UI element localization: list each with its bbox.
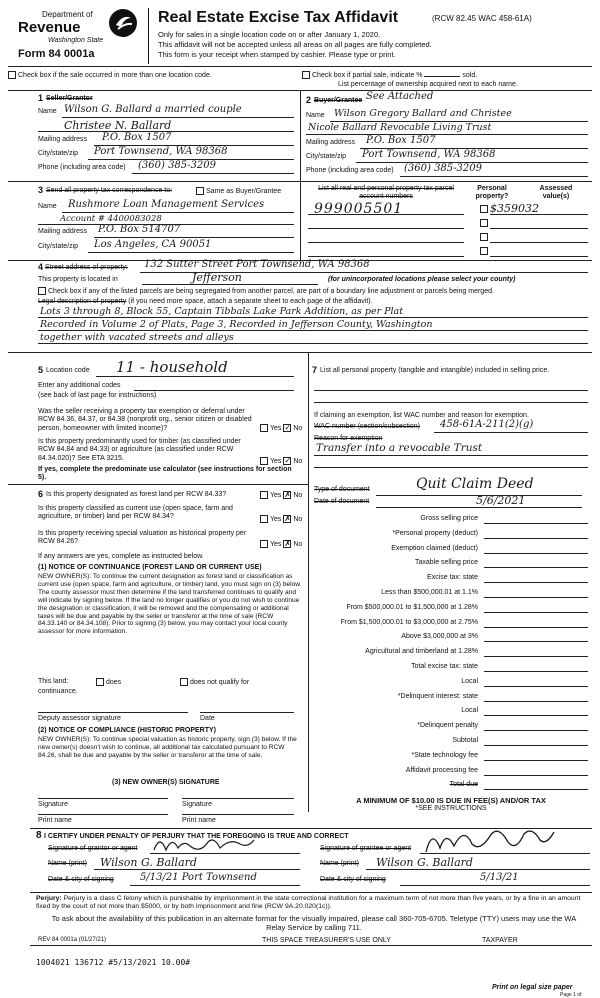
personal-property-note: List all personal property (tangible and intangible) included in selling price. xyxy=(320,367,550,374)
revision-label: REV 84 0001a (01/27/21) xyxy=(38,937,107,943)
ownership-note: List percentage of ownership acquired next to each name. xyxy=(338,81,518,88)
fee-row-label: Taxable selling price xyxy=(414,559,478,567)
fee-row-label: Less than $500,000.01 at 1.1% xyxy=(381,588,478,596)
notice1-body: NEW OWNER(S): To continue the current designation as forest land or classification as current use (open space, farm and agriculture, or timber) land, you must sign on (3) below. The county assessor must then determine if the land transferred continues to qualify and will indicate by signing below. If the land no longer qualifies or you do not wish to continue the designation or classification, it will be removed and the compensating or additional taxes will be due and payable by the seller or transferor at the time of sale (RCW 84.33.140 or 84.34.108). Prior to signing (3) below, you may contact your local county assessor for more information. xyxy=(38,573,302,636)
new-owner-print-1: Print name xyxy=(38,817,72,824)
segregated-row xyxy=(38,287,494,296)
certify-text: I CERTIFY UNDER PENALTY OF PERJURY THAT THE FOREGOING IS TRUE AND CORRECT xyxy=(44,833,349,840)
current-use-no-label: No xyxy=(293,515,303,523)
alternate-format-note: To ask about the availability of this publication in an alternate format for the visually impaired, please call 360-705-6705. Teletype (TTY) users may use the WA Relay Service by calling 711. xyxy=(51,914,577,932)
notice2-body: NEW OWNER(S): To continue special valuation as historic property, sign (3) below. If the new owner(s) doesn't wish to continue, all additional tax calculated pursuant to RCW 84.26, shall be due and payable by the seller or transferor at the time of sale. xyxy=(38,736,297,759)
correspondence-name-2[interactable]: Account # 4400083028 xyxy=(60,214,162,224)
grantee-date-city[interactable]: 5/13/21 xyxy=(480,872,519,883)
correspondence-mailing[interactable]: P.O. Box 514707 xyxy=(98,224,181,235)
land-does-not-checkbox[interactable] xyxy=(180,678,188,686)
fee-row-label: Above $3,000,000 at 3% xyxy=(401,633,478,641)
fee-row xyxy=(314,778,590,793)
buyer-city[interactable]: Port Townsend, WA 98368 xyxy=(362,149,496,160)
if-any-note: If any answers are yes, complete as instructed below. xyxy=(38,553,204,560)
legal-description-3[interactable]: together with vacated streets and alleys xyxy=(40,332,234,343)
wac-number-label: WAC number (section/subsection) xyxy=(314,423,420,430)
segregated-checkbox[interactable] xyxy=(38,287,46,295)
fee-row-value[interactable] xyxy=(484,734,588,746)
county-select[interactable] xyxy=(142,271,318,285)
partial-sale-checkbox[interactable] xyxy=(302,71,310,79)
street-address[interactable]: 132 Sutter Street Port Townsend, WA 98368 xyxy=(144,259,370,270)
fee-row-label: *State technology fee xyxy=(411,751,478,759)
fee-row-label: *Delinquent interest: state xyxy=(397,692,478,700)
document-date[interactable]: 5/6/2021 xyxy=(476,494,526,507)
fee-row-label: Excise tax: state xyxy=(427,574,478,582)
exemption-no-label: No xyxy=(293,424,303,432)
fee-row-value[interactable] xyxy=(484,675,588,687)
fee-row-label: Exemption claimed (deduct) xyxy=(391,544,478,552)
grantor-name-label: Name (print) xyxy=(48,860,87,867)
forest-yes-checkbox[interactable] xyxy=(260,491,268,499)
fee-row-value[interactable] xyxy=(484,704,588,716)
section4-number: 4 xyxy=(38,262,44,272)
buyer-heading-note: See Attached xyxy=(366,91,434,102)
forest-question: Is this property designated as forest land per RCW 84.33? xyxy=(46,491,227,498)
correspondence-city-label: City/state/zip xyxy=(38,243,79,250)
cashier-stamp: 1004021 136712 #5/13/2021 10.00# xyxy=(36,958,191,967)
current-use-yes-label: Yes xyxy=(270,515,282,523)
historic-no-label: No xyxy=(293,540,303,548)
same-as-buyer-label: Same as Buyer/Grantee xyxy=(206,187,282,195)
deputy-signature-label: Deputy assessor signature xyxy=(38,715,121,722)
notice1-title: (1) NOTICE OF CONTINUANCE (FOREST LAND OR CURRENT USE) xyxy=(38,564,262,571)
personal-property-checkbox-4[interactable] xyxy=(480,247,488,255)
perjury-text: Perjury is a class C felony which is punishable by imprisonment in the state correctional institution for a maximum term of not more than five years, or by a fine in an amount fixed by the court of not more than $5000, or by both imprisonment and fine (RCW 9A.20.020(1c)). xyxy=(36,895,581,911)
unincorporated-note: (for unincorporated locations please select your county) xyxy=(328,276,516,283)
minimum-due-note: A MINIMUM OF $10.00 IS DUE IN FEE(S) AND/OR TAX xyxy=(356,796,546,805)
grantor-date-label: Date & city of signing xyxy=(48,876,114,883)
section6-number: 6 xyxy=(38,489,44,499)
treasurer-use-label: THIS SPACE TREASURER'S USE ONLY xyxy=(262,937,391,944)
location-code[interactable]: 11 - household xyxy=(116,358,228,376)
personal-property-checkbox-2[interactable] xyxy=(480,219,488,227)
fee-row-value[interactable] xyxy=(484,749,588,761)
fee-row xyxy=(314,719,590,734)
legal-description-note: (if you need more space, attach a separate sheet to each page of the affidavit). xyxy=(128,298,373,305)
buyer-phone[interactable]: (360) 385-3209 xyxy=(404,163,482,174)
fee-row-value[interactable] xyxy=(484,630,588,642)
section8-number: 8 xyxy=(36,830,42,841)
if-yes-note: If yes, complete the predominate use calculator (see instructions for section 5). xyxy=(38,466,292,482)
fee-row-label: Total due xyxy=(449,781,478,789)
fee-row-value[interactable] xyxy=(484,512,588,524)
fee-row-label: *Personal property (deduct) xyxy=(392,529,478,537)
grantee-signature[interactable] xyxy=(420,822,560,858)
buyer-city-label: City/state/zip xyxy=(306,153,347,160)
grantor-name[interactable]: Wilson G. Ballard xyxy=(100,856,197,869)
forest-no-checkbox[interactable]: ✗ xyxy=(284,490,292,499)
current-use-no-checkbox[interactable]: ✗ xyxy=(284,514,292,523)
correspondence-name-label: Name xyxy=(38,203,57,210)
located-in-label: This property is located in xyxy=(38,276,118,283)
fee-row xyxy=(314,571,590,586)
seller-city-label: City/state/zip xyxy=(38,150,79,157)
perjury-label: Perjury: xyxy=(36,895,62,902)
fee-row-label: Affidavit processing fee xyxy=(405,766,478,774)
land-does-checkbox[interactable] xyxy=(96,678,104,686)
fee-row xyxy=(314,764,590,779)
fee-row-value[interactable] xyxy=(484,616,588,628)
segregated-label: Check box if any of the listed parcels are being segregated from another parcel, are part of a boundary line adjustment or parcels being merged. xyxy=(48,287,494,295)
correspondence-name-1[interactable]: Rushmore Loan Management Services xyxy=(68,199,265,210)
exemption-reason[interactable]: Transfer into a revocable Trust xyxy=(316,442,483,454)
continuance-label: continuance. xyxy=(38,688,78,695)
fee-row-label: From $500,000.01 to $1,500,000 at 1.28% xyxy=(346,603,478,611)
fee-row-label: Subtotal xyxy=(452,736,478,744)
historic-yes-label: Yes xyxy=(270,540,282,548)
seller-name-2[interactable]: Christee N. Ballard xyxy=(64,119,172,132)
fee-row xyxy=(314,690,590,705)
assessed-value-col: Assessed value(s) xyxy=(539,185,573,201)
page-number: Page 1 of xyxy=(560,992,582,998)
grantor-date-city[interactable]: 5/13/21 Port Townsend xyxy=(140,872,257,883)
fee-row xyxy=(314,645,590,660)
buyer-name-1[interactable]: Wilson Gregory Ballard and Christee xyxy=(334,108,512,119)
fee-row xyxy=(314,660,590,675)
legal-description-2[interactable]: Recorded in Volume 2 of Plats, Page 3, Recorded in Jefferson County, Washington xyxy=(40,319,433,330)
document-type-label: Type of document xyxy=(314,486,370,493)
fee-table xyxy=(314,512,590,793)
taxpayer-label: TAXPAYER xyxy=(482,937,518,944)
buyer-section-number: 2 xyxy=(306,95,312,105)
deputy-date-label: Date xyxy=(200,715,215,722)
legal-description-1[interactable]: Lots 3 through 8, Block 55, Captain Tibbals Lake Park Addition, as per Plat xyxy=(40,306,404,317)
exemption-yes-checkbox[interactable] xyxy=(260,424,268,432)
sold-label: sold. xyxy=(462,71,478,79)
same-as-buyer-row xyxy=(196,187,281,196)
seller-phone-label: Phone (including area code) xyxy=(38,164,126,171)
seller-mailing[interactable]: P.O. Box 1507 xyxy=(102,132,172,143)
fee-row-value[interactable] xyxy=(484,778,588,790)
document-type[interactable]: Quit Claim Deed xyxy=(416,476,534,492)
correspondence-mailing-label: Mailing address xyxy=(38,228,88,235)
state-text: Washington State xyxy=(48,37,104,44)
exemption-question: Was the seller receiving a property tax exemption or deferral under RCW 84.36, 84.37, or 84.38 (nonprofit org., senior citizen or disabled person, homeowner with limited income)? xyxy=(38,408,252,432)
revenue-logo xyxy=(8,6,148,66)
current-use-question: Is this property classified as current use (open space, farm and agriculture, or timber) land per RCW 84.34? xyxy=(38,505,233,521)
personal-property-col: Personal property? xyxy=(475,185,509,201)
buyer-mailing[interactable]: P.O. Box 1507 xyxy=(366,135,436,146)
fee-row xyxy=(314,630,590,645)
legal-description-label: Legal description of property xyxy=(38,298,127,305)
partial-sale-row xyxy=(302,71,477,80)
fee-row-value[interactable] xyxy=(484,601,588,613)
seller-name-label: Name xyxy=(38,108,57,115)
county-value: Jefferson xyxy=(192,271,242,284)
historic-no-checkbox[interactable]: ✗ xyxy=(284,539,292,548)
grantor-signature[interactable] xyxy=(150,832,260,858)
fee-row-value[interactable] xyxy=(484,645,588,657)
grantee-name-label: Name (print) xyxy=(320,860,359,867)
form-number: Form 84 0001a xyxy=(18,48,95,60)
fee-row xyxy=(314,542,590,557)
fee-row-label: Total excise tax: state xyxy=(411,662,478,670)
parcel-number-1[interactable]: 999005501 xyxy=(314,201,404,217)
header-note-2: This affidavit will not be accepted unless all areas on all pages are fully completed. xyxy=(158,40,432,49)
section7-number: 7 xyxy=(312,365,318,375)
forest-yes-label: Yes xyxy=(270,491,282,499)
location-code-label: Location code xyxy=(46,367,90,374)
fee-row-label: Agricultural and timberland at 1.28% xyxy=(365,648,478,656)
buyer-heading: Buyer/Grantee xyxy=(314,97,363,104)
fee-row xyxy=(314,586,590,601)
document-date-label: Date of document xyxy=(314,498,370,505)
multi-location-row xyxy=(8,71,212,80)
fee-row-value[interactable] xyxy=(484,660,588,672)
header-note-3: This form is your receipt when stamped by cashier. Please type or print. xyxy=(158,50,396,59)
new-owner-print-2: Print name xyxy=(182,817,216,824)
fee-row-label: *Delinquent penalty xyxy=(417,722,478,730)
seller-phone[interactable]: (360) 385-3209 xyxy=(138,160,216,171)
correspondence-section-number: 3 xyxy=(38,185,44,195)
seller-section-number: 1 xyxy=(38,93,44,103)
fee-row-value[interactable] xyxy=(484,586,588,598)
street-address-label: Street address of property: xyxy=(45,264,128,271)
grantee-date-label: Date & city of signing xyxy=(320,876,386,883)
seller-city[interactable]: Port Townsend, WA 98368 xyxy=(94,146,228,157)
timber-no-checkbox[interactable]: ✓ xyxy=(284,456,292,465)
buyer-name-label: Name xyxy=(306,112,325,119)
page-title: Real Estate Excise Tax Affidavit xyxy=(158,9,399,26)
section5-number: 5 xyxy=(38,365,44,375)
grantee-signature-label: Signature of grantee or agent xyxy=(320,845,412,852)
seller-mailing-label: Mailing address xyxy=(38,136,88,143)
dept-of-text: Department of xyxy=(42,10,93,19)
see-back-note: (see back of last page for instructions) xyxy=(38,392,157,399)
seller-heading: Seller/Grantor xyxy=(46,95,93,102)
seller-name-1[interactable]: Wilson G. Ballard a married couple xyxy=(64,104,242,115)
buyer-phone-label: Phone (including area code) xyxy=(306,167,394,174)
fee-row-label: Gross selling price xyxy=(420,515,478,522)
buyer-name-2[interactable]: Nicole Ballard Revocable Living Trust xyxy=(308,122,492,133)
forest-no-label: No xyxy=(293,491,303,499)
historic-yes-checkbox[interactable] xyxy=(260,540,268,548)
fee-row xyxy=(314,749,590,764)
multi-location-label: Check box if the sale occurred in more than one location code. xyxy=(18,71,212,79)
revenue-swirl-icon xyxy=(108,8,138,38)
exemption-claim-note: If claiming an exemption, list WAC number and reason for exemption. xyxy=(314,412,529,419)
correspondence-heading: Send all property tax correspondence to: xyxy=(46,187,173,194)
exemption-yes-label: Yes xyxy=(270,424,282,432)
legal-size-note: Print on legal size paper xyxy=(492,984,573,991)
timber-yes-checkbox[interactable] xyxy=(260,457,268,465)
fee-row xyxy=(314,616,590,631)
grantee-name[interactable]: Wilson G. Ballard xyxy=(376,856,473,869)
exemption-no-checkbox[interactable]: ✓ xyxy=(284,423,292,432)
exemption-reason-label: Reason for exemption xyxy=(314,435,383,442)
partial-sale-label: Check box if partial sale, indicate % xyxy=(312,71,423,79)
header-note-1: Only for sales in a single location code on or after January 1, 2020. xyxy=(158,30,381,39)
buyer-mailing-label: Mailing address xyxy=(306,139,356,146)
fee-row-value[interactable] xyxy=(484,527,588,539)
same-as-buyer-checkbox[interactable] xyxy=(196,187,204,195)
wac-number[interactable]: 458-61A-211(2)(g) xyxy=(440,419,534,430)
fee-row-label: Local xyxy=(461,677,478,685)
see-instructions-note: *SEE INSTRUCTIONS xyxy=(415,805,487,812)
fee-row-value[interactable] xyxy=(484,542,588,554)
this-land-label: This land: xyxy=(38,678,69,685)
personal-property-checkbox-1[interactable] xyxy=(480,205,488,213)
new-owner-signature-1: Signature xyxy=(38,801,68,808)
fee-row xyxy=(314,527,590,542)
parcel-heading-text: List all real and personal property tax parcel account numbers xyxy=(318,185,454,201)
timber-yes-label: Yes xyxy=(270,457,282,465)
additional-codes-label: Enter any additional codes xyxy=(38,382,121,389)
fee-row-value[interactable] xyxy=(484,719,588,731)
fee-row-value[interactable] xyxy=(484,764,588,776)
notice2-title: (2) NOTICE OF COMPLIANCE (HISTORIC PROPERTY) xyxy=(38,727,216,734)
revenue-text: Revenue xyxy=(18,19,81,36)
fee-row xyxy=(314,704,590,719)
fee-row-value[interactable] xyxy=(484,690,588,702)
fee-row xyxy=(314,734,590,749)
grantor-signature-label: Signature of grantor or agent xyxy=(48,845,138,852)
correspondence-city[interactable]: Los Angeles, CA 90051 xyxy=(94,239,212,250)
historic-question: Is this property receiving special valuation as historical property per RCW 84.26? xyxy=(38,530,247,546)
perjury-note xyxy=(36,895,590,911)
new-owner-signature-heading: (3) NEW OWNER(S) SIGNATURE xyxy=(112,779,220,786)
personal-property-checkbox-3[interactable] xyxy=(480,233,488,241)
fee-row xyxy=(314,675,590,690)
rcw-reference: (RCW 82.45 WAC 458-61A) xyxy=(432,14,532,23)
new-owner-signature-2: Signature xyxy=(182,801,212,808)
parcel-heading xyxy=(306,185,466,202)
timber-question: Is this property predominantly used for timber (as classified under RCW 84.84 and 84.33) or agriculture (as classified under RCW 84.34.020)? See ETA 3215. xyxy=(38,438,241,462)
assessed-value-1[interactable]: $359032 xyxy=(490,202,539,215)
timber-no-label: No xyxy=(293,457,303,465)
fee-row xyxy=(314,556,590,571)
current-use-yes-checkbox[interactable] xyxy=(260,515,268,523)
fee-row xyxy=(314,601,590,616)
fee-row-value[interactable] xyxy=(484,571,588,583)
fee-row xyxy=(314,512,590,527)
fee-row-label: Local xyxy=(461,707,478,715)
multi-location-checkbox[interactable] xyxy=(8,71,16,79)
land-does-not-label: does not qualify for xyxy=(190,678,250,686)
fee-row-label: From $1,500,000.01 to $3,000,000 at 2.75% xyxy=(340,618,478,626)
fee-row-value[interactable] xyxy=(484,556,588,568)
land-does-label: does xyxy=(106,678,122,686)
